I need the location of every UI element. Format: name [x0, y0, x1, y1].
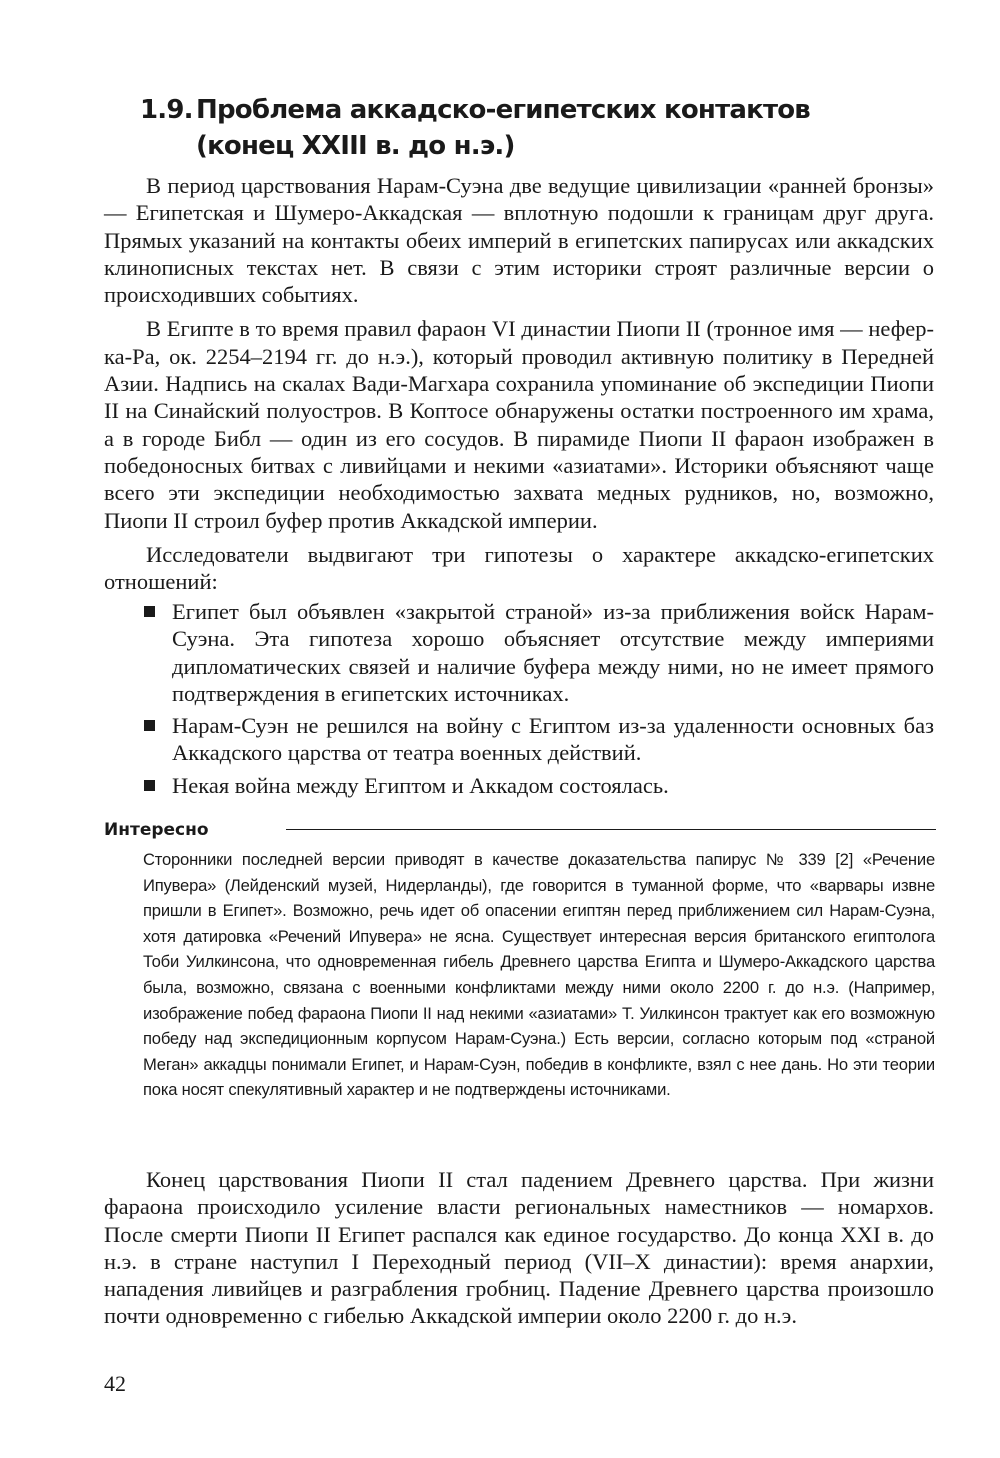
section-heading [140, 92, 920, 164]
list-item [104, 772, 934, 799]
closing-text [104, 1166, 934, 1330]
square-bullet-icon [144, 720, 155, 731]
paragraph: Конец царствования Пиопи II стал падением Древнего царства. При жизни фараона происходило усиление власти региональных наместников — номархов. После смерти Пиопи II Египет распался как единое государство. До конца XXI в. до н.э. в стране наступил I Переходный период (VII–X династии): время анархии, нападения ливийцев и разграбления гробниц. Падение Древнего царства произошло почти одновременно с гибелью Аккадской империи около 2200 г. до н.э. [104, 1167, 934, 1329]
body-text [104, 172, 934, 602]
sidebar-divider [286, 829, 936, 830]
square-bullet-icon [144, 606, 155, 617]
sidebar-text [143, 847, 935, 1103]
paragraph: В период царствования Нарам-Суэна две ведущие цивилизации «ранней бронзы» — Египетская и Шумеро-Аккадская — вплотную подошли к границам друг друга. Прямых указаний на контакты обеих империй в египетских папирусах или аккадских клинописных текстах нет. В связи с этим историки строят различные версии о происходивших событиях. [104, 173, 934, 308]
hypotheses-list [104, 598, 934, 804]
list-item-text: Египет был объявлен «закрытой страной» из-за приближения войск Нарам-Суэна. Эта гипотеза хорошо объясняет отсутствие между империями дипломатических связей и наличие буфера между ними, но не имеет прямого подтверждения в египетских источниках. [172, 599, 934, 706]
list-item-text: Некая война между Египтом и Аккадом состоялась. [172, 772, 669, 798]
paragraph: В Египте в то время правил фараон VI династии Пиопи II (тронное имя — нефер-ка-Ра, ок. 2254–2194 гг. до н.э.), который проводил активную политику в Передней Азии. Надпись на скалах Вади-Магхара сохранила упоминание об экспедиции Пиопи II на Синайский полуостров. В Коптосе обнаружены остатки построенного им храма, а в городе Библ — один из его сосудов. В пирамиде Пиопи II фараон изображен в победоносных битвах с ливийцами и некими «азиатами». Историки объясняют чаще всего эти экспедиции необходимостью захвата медных рудников, но, возможно, Пиопи II строил буфер против Аккадской империи. [104, 316, 934, 533]
section-title-line2: (конец XXIII в. до н.э.) [196, 131, 515, 161]
sidebar-title: Интересно [104, 820, 209, 840]
list-item-text: Нарам-Суэн не решился на войну с Египтом из-за удаленности основных баз Аккадского царства от театра военных действий. [172, 713, 934, 766]
list-item [104, 598, 934, 707]
paragraph: Исследователи выдвигают три гипотезы о характере аккадско-египетских отношений: [104, 541, 934, 595]
square-bullet-icon [144, 780, 155, 791]
sidebar-paragraph: Сторонники последней версии приводят в качестве доказательства папирус № 339 [2] «Речение Ипувера» (Лейденский музей, Нидерланды), где говорится в туманной форме, что «варвары извне пришли в Египет». Возможно, речь идет об опасении египтян перед приближением сил Нарам-Суэна, хотя датировка «Речений Ипувера» не ясна. Существует интересная версия британского египтолога Тоби Уилкинсона, что одновременная гибель Древнего царства Египта и Шумеро-Аккадского царства была, возможно, связана с военными конфликтами между ними около 2200 г. до н.э. (Например, изображение побед фараона Пиопи II над некими «азиатами» Т. Уилкинсон трактует как его возможную победу над экспедиционным корпусом Нарам-Суэна.) Есть версии, согласно которым под «страной Меган» аккадцы понимали Египет, и Нарам-Суэн, победив в конфликте, взял с нее дань. Но эти теории пока носят спекулятивный характер и не подтверждены источниками. [143, 850, 935, 1100]
section-title-line1: Проблема аккадско-египетских контактов [196, 95, 810, 125]
section-number: 1.9. [140, 95, 193, 125]
list-item [104, 712, 934, 767]
page-number: 42 [104, 1371, 126, 1396]
